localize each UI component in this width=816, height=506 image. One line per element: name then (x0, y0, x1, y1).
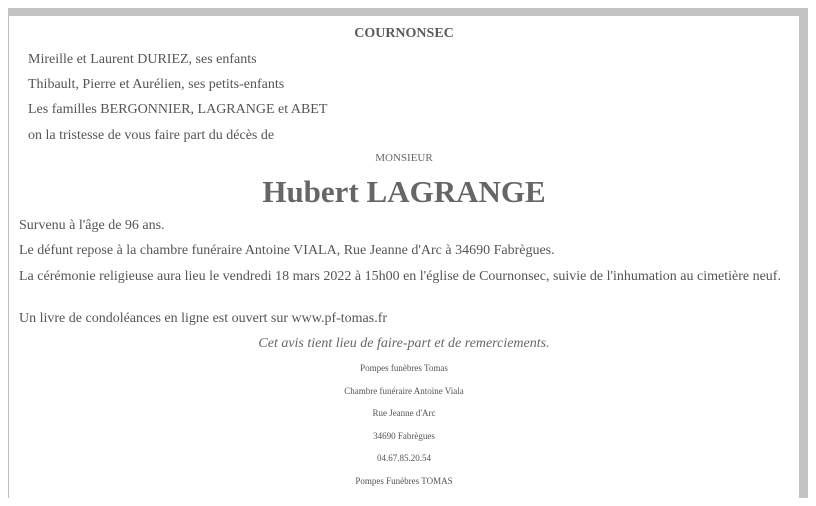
family-line-grandchildren: Thibault, Pierre et Aurélien, ses petits-enfants (28, 77, 285, 92)
family-line-children: Mireille et Laurent DURIEZ, ses enfants (28, 52, 257, 67)
funeral-home-city: 34690 Fabrègues (373, 431, 435, 441)
obituary-notice (8, 16, 799, 498)
funeral-home-name: Pompes funèbres Tomas (360, 363, 448, 373)
notice-note: Cet avis tient lieu de faire-part et de remerciements. (258, 336, 550, 351)
family-line-families: Les familles BERGONNIER, LAGRANGE et ABET (28, 102, 328, 117)
funeral-home-street: Rue Jeanne d'Arc (372, 408, 436, 418)
funeral-chamber-name: Chambre funéraire Antoine Viala (344, 386, 464, 396)
age-paragraph: Survenu à l'âge de 96 ans. (19, 218, 165, 233)
condolences-paragraph: Un livre de condoléances en ligne est ouvert sur www.pf-tomas.fr (19, 311, 388, 326)
family-line-announcement: on la tristesse de vous faire part du décès de (28, 128, 275, 143)
deceased-name: Hubert LAGRANGE (262, 174, 546, 209)
ceremony-paragraph: La cérémonie religieuse aura lieu le vendredi 18 mars 2022 à 15h00 en l'église de Cournonsec, suivie de l'inhumation au cimetière neuf. (19, 269, 781, 284)
civility-title: MONSIEUR (375, 152, 433, 164)
repose-paragraph: Le défunt repose à la chambre funéraire Antoine VIALA, Rue Jeanne d'Arc à 34690 Fabrègues. (19, 243, 555, 258)
funeral-home-phone: 04.67.85.20.54 (377, 453, 431, 463)
town-heading: COURNONSEC (354, 26, 454, 41)
funeral-home-signature: Pompes Funèbres TOMAS (355, 476, 453, 486)
